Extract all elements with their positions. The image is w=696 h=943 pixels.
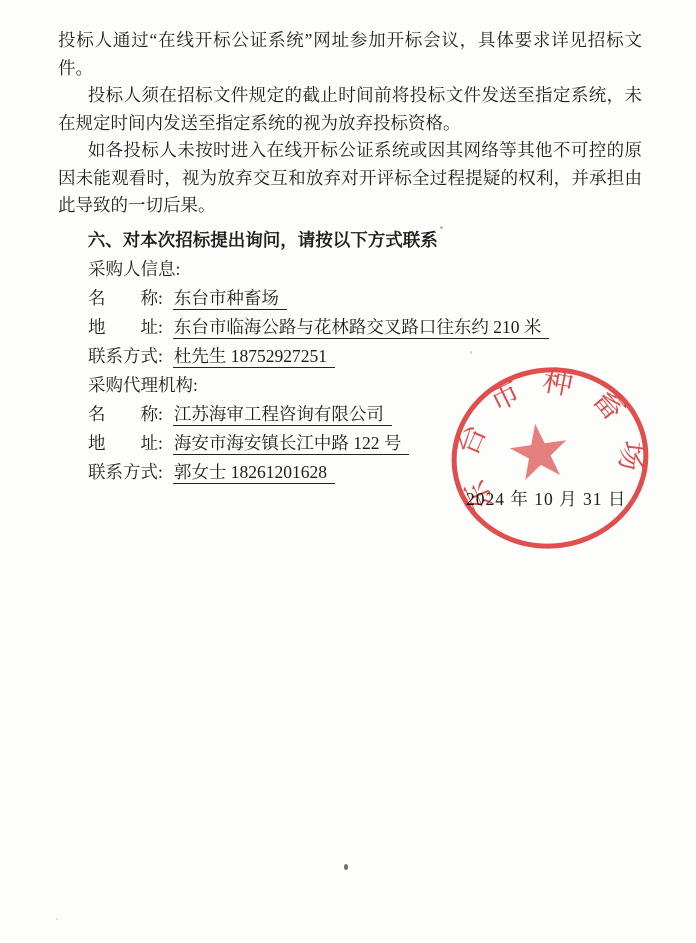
official-seal <box>445 361 655 555</box>
purchaser-name-label: 名 称: <box>88 287 163 308</box>
scan-speck <box>56 918 58 920</box>
agency-address-label: 地 址: <box>88 432 163 453</box>
purchaser-contact-value: 杜先生 18752927251 <box>173 346 335 368</box>
purchaser-address-label: 地 址: <box>88 316 163 337</box>
purchaser-address-row <box>88 313 642 342</box>
purchaser-name-value: 东台市种畜场 <box>173 288 287 310</box>
paragraph-deadline-rule: 投标人须在招标文件规定的截止时间前将投标文件发送至指定系统，未在规定时间内发送至指定系统的视为放弃投标资格。 <box>58 85 642 133</box>
scan-speck <box>470 351 472 354</box>
purchaser-name-row <box>88 284 642 313</box>
purchaser-heading: 采购人信息: <box>88 258 181 279</box>
scan-speck <box>344 864 348 870</box>
agency-name-value: 江苏海审工程咨询有限公司 <box>173 404 392 426</box>
purchaser-info-block <box>58 255 642 371</box>
agency-contact-value: 郭女士 18261201628 <box>173 462 335 484</box>
scan-speck <box>440 226 443 229</box>
seal-arc-text: 东台市种畜场 <box>450 364 650 516</box>
date-line: 2024 年 10 月 31 日 <box>466 489 627 509</box>
agency-name-label: 名 称: <box>88 403 163 424</box>
agency-contact-label: 联系方式: <box>88 461 163 482</box>
purchaser-address-value: 东台市临海公路与花林路交叉路口往东约 210 米 <box>173 317 550 339</box>
section-heading-contact: 六、对本次招标提出询问，请按以下方式联系 <box>87 229 438 250</box>
paragraph-network-risk: 如各投标人未按时进入在线开标公证系统或因其网络等其他不可控的原因未能观看时，视为放弃交互和放弃对开评标全过程提疑的权利，并承担由此导致的一切后果。 <box>58 140 642 215</box>
purchaser-contact-label: 联系方式: <box>88 345 163 366</box>
agency-heading: 采购代理机构: <box>88 374 198 395</box>
agency-address-value: 海安市海安镇长江中路 122 号 <box>173 433 410 455</box>
star-icon <box>507 420 571 482</box>
paragraph-online-bid-opening: 投标人通过“在线开标公证系统”网址参加开标会议，具体要求详见招标文件。 <box>58 30 642 78</box>
